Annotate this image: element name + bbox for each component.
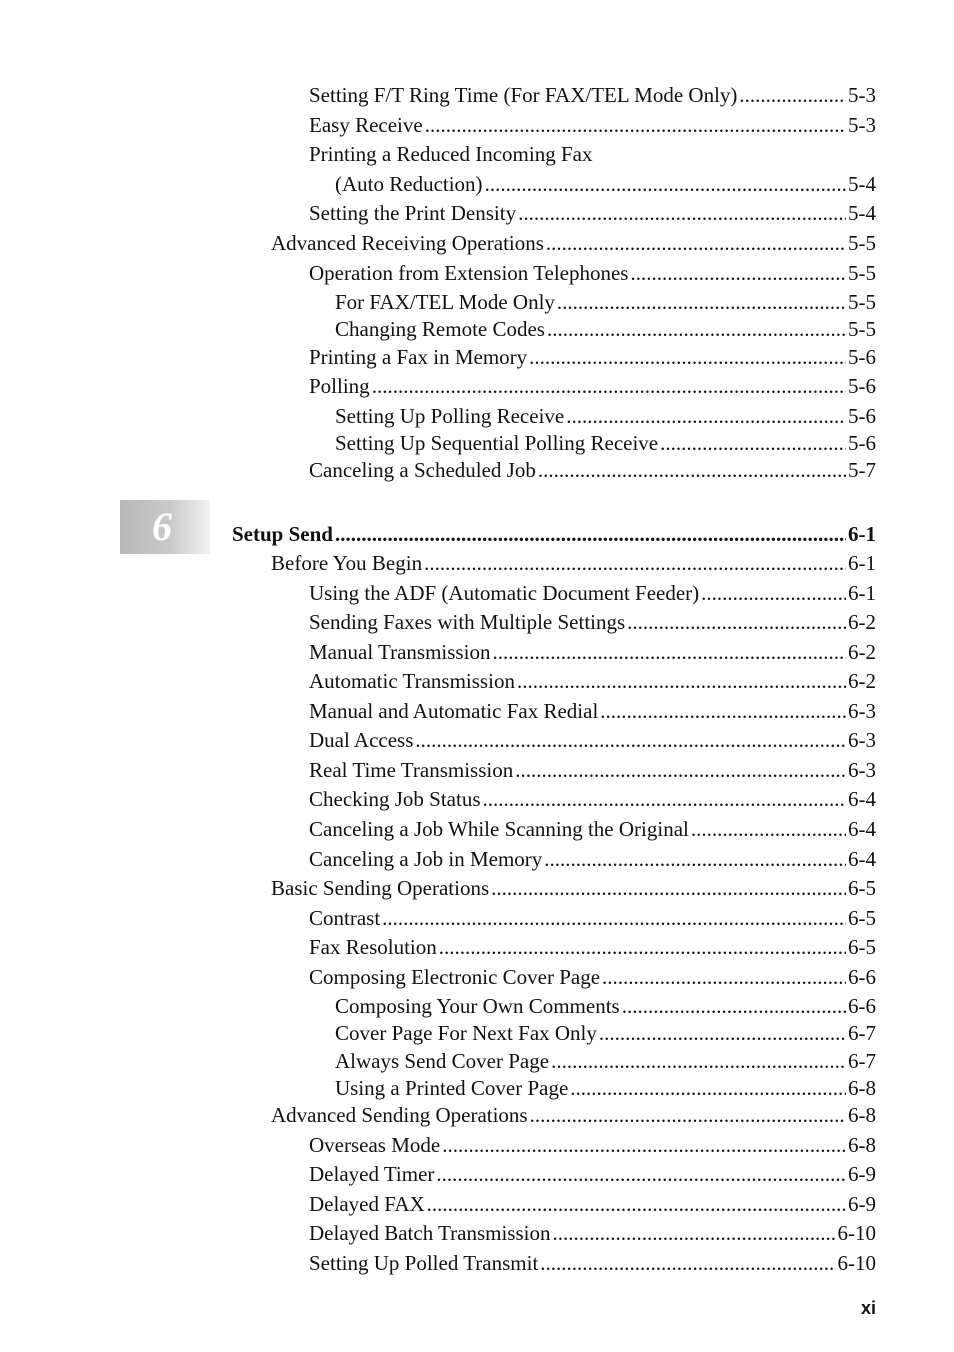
leader-dots: [442, 1132, 846, 1158]
leader-dots: [551, 1048, 846, 1074]
toc-entry-title: Contrast: [309, 906, 381, 930]
leader-dots: [382, 905, 846, 931]
toc-entry-page: 5-3: [848, 113, 876, 137]
toc-entry[interactable]: [309, 1161, 876, 1187]
chapter-tab: [120, 500, 210, 554]
toc-entry[interactable]: [309, 905, 876, 931]
leader-dots: [660, 430, 846, 456]
toc-entry[interactable]: [309, 727, 876, 753]
leader-dots: [566, 403, 846, 429]
toc-entry-page: 5-5: [848, 261, 876, 285]
toc-entry-page: 6-10: [837, 1221, 876, 1245]
toc-entry-page: 5-6: [848, 404, 876, 428]
toc-entry-page: 6-3: [848, 728, 876, 752]
toc-entry-page: 5-6: [848, 431, 876, 455]
toc-entry-title: Printing a Fax in Memory: [309, 345, 528, 369]
toc-entry-page: 6-1: [848, 522, 876, 546]
leader-dots: [372, 373, 846, 399]
leader-dots: [547, 316, 846, 342]
toc-entry[interactable]: [335, 430, 876, 456]
leader-dots: [622, 993, 846, 1019]
toc-entry-page: 6-6: [848, 994, 876, 1018]
toc-entry[interactable]: [309, 1250, 876, 1276]
toc-entry[interactable]: [309, 141, 876, 167]
toc-entry-title: (Auto Reduction): [335, 172, 483, 196]
toc-entry[interactable]: [335, 289, 876, 315]
toc-entry-page: 6-7: [848, 1049, 876, 1073]
toc-entry-title: Setting F/T Ring Time (For FAX/TEL Mode Only): [309, 83, 738, 107]
toc-entry-page: 6-1: [848, 551, 876, 575]
toc-entry-title: Setting Up Polling Receive: [335, 404, 565, 428]
toc-entry-title: Sending Faxes with Multiple Settings: [309, 610, 626, 634]
leader-dots: [691, 816, 846, 842]
leader-dots: [492, 639, 846, 665]
leader-dots: [627, 609, 846, 635]
toc-entry[interactable]: [271, 875, 876, 901]
toc-entry-title: Operation from Extension Telephones: [309, 261, 629, 285]
leader-dots: [424, 550, 846, 576]
toc-entry-title: Cover Page For Next Fax Only: [335, 1021, 597, 1045]
leader-dots: [540, 1250, 835, 1276]
toc-entry-title: Changing Remote Codes: [335, 317, 545, 341]
leader-dots: [515, 757, 846, 783]
toc-entry-title: Using the ADF (Automatic Document Feeder): [309, 581, 700, 605]
toc-entry-page: 6-2: [848, 610, 876, 634]
leader-dots: [602, 964, 846, 990]
toc-entry-page: 5-6: [848, 374, 876, 398]
toc-entry-title: Canceling a Scheduled Job: [309, 458, 536, 482]
toc-entry-page: 6-5: [848, 876, 876, 900]
toc-entry[interactable]: [309, 934, 876, 960]
toc-entry-page: 6-5: [848, 906, 876, 930]
leader-dots: [436, 1161, 846, 1187]
leader-dots: [739, 82, 846, 108]
toc-entry-page: 6-4: [848, 787, 876, 811]
toc-entry[interactable]: [271, 1102, 876, 1128]
toc-entry-title: Real Time Transmission: [309, 758, 514, 782]
leader-dots: [557, 289, 846, 315]
toc-entry-title: Setting Up Sequential Polling Receive: [335, 431, 659, 455]
leader-dots: [544, 846, 846, 872]
leader-dots: [546, 230, 846, 256]
toc-entry-title: Delayed FAX: [309, 1192, 425, 1216]
toc-entry-page: 6-8: [848, 1133, 876, 1157]
leader-dots: [553, 1220, 836, 1246]
toc-entry-title: Easy Receive: [309, 113, 423, 137]
toc-entry[interactable]: [309, 1191, 876, 1217]
toc-entry[interactable]: [335, 171, 876, 197]
toc-entry[interactable]: [309, 609, 876, 635]
leader-dots: [529, 344, 846, 370]
toc-entry-page: 5-5: [848, 317, 876, 341]
toc-entry[interactable]: [309, 112, 876, 138]
toc-entry[interactable]: [271, 550, 876, 576]
toc-entry[interactable]: [271, 230, 876, 256]
leader-dots: [427, 1191, 846, 1217]
toc-entry-page: 6-8: [848, 1076, 876, 1100]
toc-entry-page: 6-9: [848, 1192, 876, 1216]
toc-entry-title: Before You Begin: [271, 551, 423, 575]
toc-entry-title: Composing Electronic Cover Page: [309, 965, 601, 989]
toc-entry-title: Using a Printed Cover Page: [335, 1076, 569, 1100]
toc-entry[interactable]: [335, 1075, 876, 1101]
toc-entry-page: 6-6: [848, 965, 876, 989]
toc-entry-title: For FAX/TEL Mode Only: [335, 290, 555, 314]
leader-dots: [630, 260, 846, 286]
toc-entry[interactable]: [309, 457, 876, 483]
toc-entry-title: Advanced Receiving Operations: [271, 231, 544, 255]
leader-dots: [701, 580, 846, 606]
toc-entry-title: Manual Transmission: [309, 640, 491, 664]
toc-entry[interactable]: [335, 993, 876, 1019]
leader-dots: [517, 668, 846, 694]
toc-entry[interactable]: [335, 1020, 876, 1046]
toc-entry-page: 6-9: [848, 1162, 876, 1186]
toc-entry-title: Canceling a Job While Scanning the Original: [309, 817, 689, 841]
toc-entry[interactable]: [309, 82, 876, 108]
toc-entry-title: Advanced Sending Operations: [271, 1103, 528, 1127]
toc-entry[interactable]: [309, 373, 876, 399]
toc-entry-page: 5-5: [848, 231, 876, 255]
toc-chapter-entry[interactable]: [232, 521, 876, 547]
leader-dots: [518, 200, 846, 226]
toc-entry-title: Canceling a Job in Memory: [309, 847, 543, 871]
leader-dots: [425, 112, 846, 138]
toc-entry-page: 6-3: [848, 758, 876, 782]
leader-dots: [485, 171, 846, 197]
leader-dots: [483, 786, 847, 812]
toc-entry-page: 5-4: [848, 172, 876, 196]
toc-entry[interactable]: [309, 668, 876, 694]
toc-entry-page: 5-7: [848, 458, 876, 482]
toc-entry-title: Automatic Transmission: [309, 669, 515, 693]
toc-entry-page: 5-3: [848, 83, 876, 107]
toc-entry-page: 6-3: [848, 699, 876, 723]
toc-entry-page: 6-8: [848, 1103, 876, 1127]
leader-dots: [415, 727, 846, 753]
leader-dots: [335, 521, 846, 547]
toc-entry[interactable]: [309, 846, 876, 872]
toc-entry-title: Composing Your Own Comments: [335, 994, 620, 1018]
toc-entry-page: 6-1: [848, 581, 876, 605]
toc-entry-title: Manual and Automatic Fax Redial: [309, 699, 599, 723]
toc-entry[interactable]: [309, 260, 876, 286]
toc-entry[interactable]: [309, 757, 876, 783]
toc-entry-page: 6-7: [848, 1021, 876, 1045]
toc-entry-page: 6-2: [848, 640, 876, 664]
toc-entry-title: Basic Sending Operations: [271, 876, 490, 900]
toc-entry-title: Overseas Mode: [309, 1133, 441, 1157]
toc-entry[interactable]: [309, 1132, 876, 1158]
toc-entry[interactable]: [309, 1220, 876, 1246]
toc-entry-page: 5-6: [848, 345, 876, 369]
toc-entry-title: Printing a Reduced Incoming Fax: [309, 142, 593, 166]
toc-entry-title: Setting Up Polled Transmit: [309, 1251, 539, 1275]
toc-entry-page: 5-4: [848, 201, 876, 225]
toc-entry[interactable]: [309, 964, 876, 990]
toc-entry-page: 6-2: [848, 669, 876, 693]
toc-entry-title: Setting the Print Density: [309, 201, 517, 225]
toc-entry-title: Delayed Timer: [309, 1162, 435, 1186]
toc-entry-page: 6-4: [848, 847, 876, 871]
page-number: xi: [860, 1298, 876, 1318]
toc-entry[interactable]: [309, 580, 876, 606]
toc-entry[interactable]: [309, 816, 876, 842]
toc-entry-title: Polling: [309, 374, 370, 398]
toc-entry[interactable]: [309, 639, 876, 665]
toc-entry[interactable]: [335, 1048, 876, 1074]
toc-entry-page: 6-5: [848, 935, 876, 959]
leader-dots: [600, 698, 846, 724]
leader-dots: [491, 875, 846, 901]
toc-entry[interactable]: [309, 786, 876, 812]
toc-entry[interactable]: [335, 316, 876, 342]
toc-entry-title: Fax Resolution: [309, 935, 437, 959]
toc-entry-page: 6-4: [848, 817, 876, 841]
leader-dots: [530, 1102, 846, 1128]
toc-entry-title: Dual Access: [309, 728, 414, 752]
toc-entry[interactable]: [309, 698, 876, 724]
chapter-number: 6: [152, 504, 172, 549]
toc-entry[interactable]: [309, 200, 876, 226]
leader-dots: [538, 457, 846, 483]
leader-dots: [570, 1075, 846, 1101]
leader-dots: [599, 1020, 846, 1046]
toc-entry-title: Setup Send: [232, 522, 333, 546]
toc-entry-title: Delayed Batch Transmission: [309, 1221, 551, 1245]
toc-entry[interactable]: [335, 403, 876, 429]
toc-entry-page: 5-5: [848, 290, 876, 314]
toc-entry-title: Checking Job Status: [309, 787, 481, 811]
toc-entry-title: Always Send Cover Page: [335, 1049, 550, 1073]
toc-entry[interactable]: [309, 344, 876, 370]
leader-dots: [439, 934, 846, 960]
toc-entry-page: 6-10: [837, 1251, 876, 1275]
